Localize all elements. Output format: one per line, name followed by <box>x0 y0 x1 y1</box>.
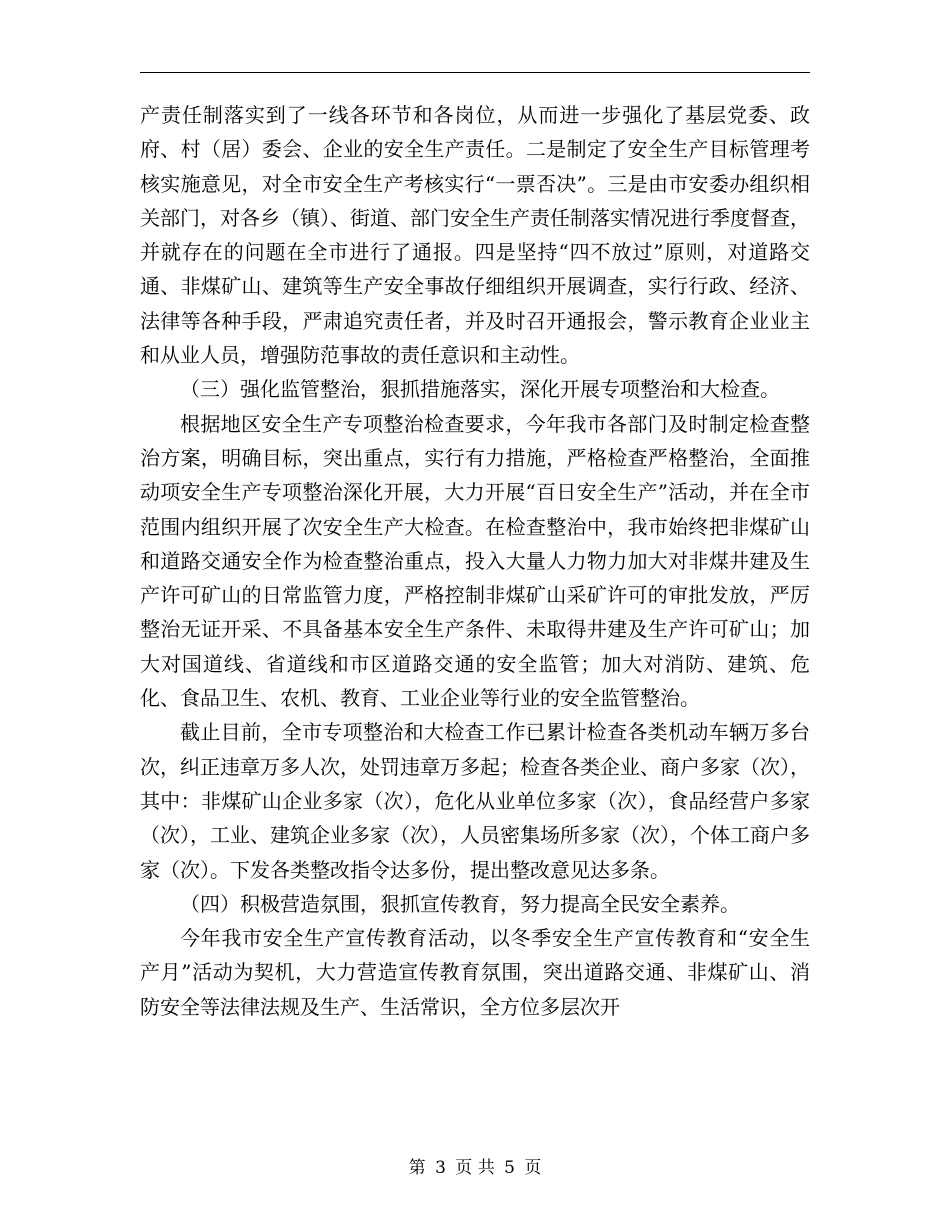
paragraph-4: 截止目前，全市专项整治和大检查工作已累计检查各类机动车辆万多台次，纠正违章万多人次，处罚违章万多起；检查各类企业、商户多家（次），其中：非煤矿山企业多家（次），危化从业单位多家（次），食品经营户多家（次），工业、建筑企业多家（次），人员密集场所多家（次），个体工商户多家（次）。下发各类整改指令达多份，提出整改意见达多条。 <box>140 720 810 882</box>
paragraph-3: 根据地区安全生产专项整治检查要求，今年我市各部门及时制定检查整治方案，明确目标，突出重点，实行有力措施，严格检查严格整治，全面推动项安全生产专项整治深化开展，大力开展“百日安全生产”活动，并在全市范围内组织开展了次安全生产大检查。在检查整治中，我市始终把非煤矿山和道路交通安全作为检查整治重点，投入大量人力物力加大对非煤井建及生产许可矿山的日常监管力度，严格控制非煤矿山采矿许可的审批发放，严厉整治无证开采、不具备基本安全生产条件、未取得井建及生产许可矿山；加大对国道线、省道线和市区道路交通的安全监管；加大对消防、建筑、危化、食品卫生、农机、教育、工业企业等行业的安全监管整治。 <box>140 411 810 711</box>
footer-middle: 页 共 <box>455 1158 495 1178</box>
section-heading-3: （三）强化监管整治，狠抓措施落实，深化开展专项整治和大检查。 <box>180 377 780 402</box>
paragraph-1: 产责任制落实到了一线各环节和各岗位，从而进一步强化了基层党委、政府、村（居）委会、企业的安全生产责任。二是制定了安全生产目标管理考核实施意见，对全市安全生产考核实行“一票否决”。三是由市安委办组织相关部门，对各乡（镇）、街道、部门安全生产责任制落实情况进行季度督查，并就存在的问题在全市进行了通报。四是坚持“四不放过”原则，对道路交通、非煤矿山、建筑等生产安全事故仔细组织开展调查，实行行政、经济、法律等各种手段，严肃追究责任者，并及时召开通报会，警示教育企业业主和从业人员，增强防范事故的责任意识和主动性。 <box>140 103 810 368</box>
paragraph-6: 今年我市安全生产宣传教育活动，以冬季安全生产宣传教育和“安全生产月”活动为契机，大力营造宣传教育氛围，突出道路交通、非煤矿山、消防安全等法律法规及生产、生活常识，全方位多层次开 <box>140 926 810 1019</box>
footer-suffix: 页 <box>524 1158 542 1178</box>
footer-prefix: 第 <box>408 1158 426 1178</box>
current-page-number: 3 <box>435 1158 446 1178</box>
section-heading-4: （四）积极营造氛围，狠抓宣传教育，努力提高全民安全素养。 <box>180 891 740 916</box>
total-pages-number: 5 <box>504 1158 515 1178</box>
page-footer <box>0 1153 950 1178</box>
document-body <box>140 98 810 1024</box>
header-rule <box>140 72 810 73</box>
